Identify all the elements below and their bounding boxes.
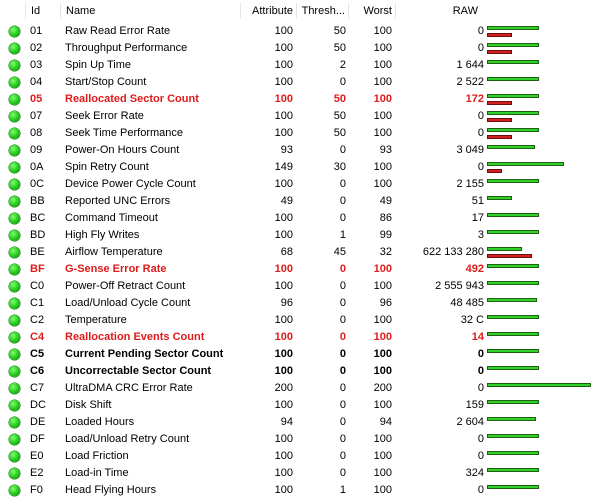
attribute-id: 02: [30, 42, 43, 54]
threshold-value: 50: [333, 42, 346, 54]
attribute-value: 49: [280, 195, 293, 207]
attribute-id: BD: [30, 229, 46, 241]
green-status-dot-icon: [9, 451, 20, 462]
attribute-id: BE: [30, 246, 45, 258]
column-header-attribute[interactable]: Attribute: [252, 5, 293, 17]
threshold-value: 0: [339, 195, 346, 207]
attribute-id: F0: [30, 484, 43, 496]
green-status-dot-icon: [9, 94, 20, 105]
health-bar: [487, 315, 539, 319]
table-row[interactable]: [0, 210, 600, 227]
table-row[interactable]: [0, 159, 600, 176]
attribute-id: E2: [30, 467, 44, 479]
column-header-id[interactable]: Id: [31, 5, 41, 17]
green-status-dot-icon: [9, 366, 20, 377]
raw-value: 2 555 943: [435, 280, 484, 292]
worst-value: 200: [373, 382, 392, 394]
health-bar: [487, 26, 539, 30]
attribute-id: E0: [30, 450, 44, 462]
threshold-value: 0: [339, 314, 346, 326]
threshold-value: 0: [339, 416, 346, 428]
attribute-value: 100: [274, 484, 293, 496]
raw-value: 0: [477, 42, 484, 54]
raw-value: 3: [477, 229, 484, 241]
worst-value: 100: [373, 365, 392, 377]
attribute-id: DF: [30, 433, 45, 445]
health-bar: [487, 213, 539, 217]
health-bar: [487, 281, 539, 285]
table-row[interactable]: [0, 278, 600, 295]
health-bar: [487, 247, 522, 251]
green-status-dot-icon: [9, 383, 20, 394]
health-bar: [487, 128, 539, 132]
health-bar: [487, 400, 539, 404]
column-divider[interactable]: [60, 3, 61, 19]
threshold-value: 0: [339, 399, 346, 411]
worst-value: 100: [373, 127, 392, 139]
table-row[interactable]: [0, 74, 600, 91]
attribute-value: 100: [274, 314, 293, 326]
health-bar: [487, 298, 537, 302]
worst-value: 100: [373, 348, 392, 360]
column-divider[interactable]: [296, 3, 297, 19]
green-status-dot-icon: [9, 128, 20, 139]
attribute-value: 94: [280, 416, 293, 428]
green-status-dot-icon: [9, 315, 20, 326]
worst-value: 100: [373, 433, 392, 445]
threshold-value: 50: [333, 25, 346, 37]
table-row[interactable]: [0, 176, 600, 193]
attribute-name: G-Sense Error Rate: [65, 263, 167, 275]
raw-value: 2 522: [456, 76, 484, 88]
attribute-value: 96: [280, 297, 293, 309]
attribute-name: Throughput Performance: [65, 42, 188, 54]
green-status-dot-icon: [9, 485, 20, 496]
attribute-name: High Fly Writes: [65, 229, 140, 241]
raw-value: 48 485: [450, 297, 484, 309]
attribute-name: Command Timeout: [65, 212, 158, 224]
raw-value: 2 155: [456, 178, 484, 190]
worst-value: 99: [379, 229, 392, 241]
raw-error-bar: [487, 118, 512, 122]
attribute-id: C2: [30, 314, 45, 326]
attribute-value: 100: [274, 467, 293, 479]
attribute-name: Loaded Hours: [65, 416, 135, 428]
table-row[interactable]: [0, 244, 600, 261]
attribute-name: Temperature: [65, 314, 127, 326]
health-bar: [487, 77, 539, 81]
threshold-value: 0: [339, 433, 346, 445]
attribute-value: 100: [274, 212, 293, 224]
worst-value: 100: [373, 280, 392, 292]
worst-value: 100: [373, 25, 392, 37]
threshold-value: 0: [339, 467, 346, 479]
table-row[interactable]: [0, 23, 600, 40]
attribute-name: Seek Error Rate: [65, 110, 144, 122]
health-bar: [487, 451, 539, 455]
worst-value: 100: [373, 263, 392, 275]
green-status-dot-icon: [9, 417, 20, 428]
column-divider[interactable]: [25, 3, 26, 19]
attribute-id: C0: [30, 280, 45, 292]
attribute-value: 100: [274, 229, 293, 241]
attribute-name: Load Friction: [65, 450, 129, 462]
attribute-value: 100: [274, 127, 293, 139]
attribute-id: BC: [30, 212, 46, 224]
raw-value: 14: [471, 331, 484, 343]
attribute-name: Reallocation Events Count: [65, 331, 205, 343]
raw-value: 0: [477, 348, 484, 360]
worst-value: 100: [373, 467, 392, 479]
threshold-value: 45: [333, 246, 346, 258]
attribute-value: 100: [274, 399, 293, 411]
attribute-id: C6: [30, 365, 45, 377]
worst-value: 94: [379, 416, 392, 428]
worst-value: 100: [373, 110, 392, 122]
attribute-id: C5: [30, 348, 45, 360]
threshold-value: 1: [339, 484, 346, 496]
raw-error-bar: [487, 254, 532, 258]
attribute-id: 04: [30, 76, 43, 88]
health-bar: [487, 434, 539, 438]
threshold-value: 0: [339, 297, 346, 309]
attribute-id: C7: [30, 382, 45, 394]
attribute-value: 68: [280, 246, 293, 258]
attribute-value: 100: [274, 433, 293, 445]
table-row[interactable]: [0, 193, 600, 210]
green-status-dot-icon: [9, 60, 20, 71]
threshold-value: 0: [339, 178, 346, 190]
table-row[interactable]: [0, 91, 600, 108]
attribute-id: 01: [30, 25, 43, 37]
attribute-name: Spin Retry Count: [65, 161, 149, 173]
attribute-value: 149: [274, 161, 293, 173]
threshold-value: 0: [339, 382, 346, 394]
health-bar: [487, 111, 539, 115]
green-status-dot-icon: [9, 162, 20, 173]
attribute-value: 100: [274, 110, 293, 122]
raw-value: 0: [477, 127, 484, 139]
attribute-value: 200: [274, 382, 293, 394]
raw-value: 622 133 280: [422, 246, 484, 258]
green-status-dot-icon: [9, 26, 20, 37]
attribute-name: Load/Unload Retry Count: [65, 433, 190, 445]
table-row[interactable]: [0, 431, 600, 448]
table-row[interactable]: [0, 312, 600, 329]
raw-value: 3 049: [456, 144, 484, 156]
worst-value: 49: [379, 195, 392, 207]
attribute-id: BB: [30, 195, 45, 207]
threshold-value: 50: [333, 110, 346, 122]
attribute-value: 100: [274, 365, 293, 377]
column-header-threshold[interactable]: Thresh...: [301, 5, 345, 17]
raw-value: 0: [477, 365, 484, 377]
attribute-name: Seek Time Performance: [65, 127, 183, 139]
raw-value: 172: [465, 93, 484, 105]
threshold-value: 2: [339, 59, 346, 71]
threshold-value: 0: [339, 144, 346, 156]
worst-value: 93: [379, 144, 392, 156]
threshold-value: 30: [333, 161, 346, 173]
table-row[interactable]: [0, 363, 600, 380]
worst-value: 100: [373, 399, 392, 411]
attribute-id: DC: [30, 399, 46, 411]
column-divider[interactable]: [395, 3, 396, 19]
raw-value: 159: [465, 399, 484, 411]
threshold-value: 0: [339, 76, 346, 88]
green-status-dot-icon: [9, 400, 20, 411]
attribute-value: 100: [274, 42, 293, 54]
worst-value: 86: [379, 212, 392, 224]
health-bar: [487, 383, 591, 387]
worst-value: 100: [373, 484, 392, 496]
raw-value: 324: [465, 467, 484, 479]
worst-value: 100: [373, 314, 392, 326]
raw-value: 51: [471, 195, 484, 207]
raw-value: 1 644: [456, 59, 484, 71]
raw-value: 0: [477, 450, 484, 462]
green-status-dot-icon: [9, 196, 20, 207]
green-status-dot-icon: [9, 434, 20, 445]
health-bar: [487, 145, 535, 149]
attribute-id: 0A: [30, 161, 44, 173]
worst-value: 96: [379, 297, 392, 309]
attribute-id: C1: [30, 297, 45, 309]
attribute-value: 100: [274, 178, 293, 190]
worst-value: 32: [379, 246, 392, 258]
health-bar: [487, 264, 539, 268]
table-header: [0, 0, 600, 22]
table-row[interactable]: [0, 380, 600, 397]
threshold-value: 0: [339, 263, 346, 275]
table-row[interactable]: [0, 346, 600, 363]
health-bar: [487, 196, 512, 200]
table-row[interactable]: [0, 329, 600, 346]
column-header-raw[interactable]: RAW: [452, 5, 478, 17]
raw-value: 0: [477, 433, 484, 445]
attribute-value: 100: [274, 93, 293, 105]
table-row[interactable]: [0, 142, 600, 159]
attribute-name: Reported UNC Errors: [65, 195, 171, 207]
attribute-name: Airflow Temperature: [65, 246, 163, 258]
threshold-value: 0: [339, 280, 346, 292]
health-bar: [487, 162, 564, 166]
attribute-name: Reallocated Sector Count: [65, 93, 199, 105]
green-status-dot-icon: [9, 264, 20, 275]
worst-value: 100: [373, 161, 392, 173]
health-bar: [487, 94, 539, 98]
raw-value: 0: [477, 484, 484, 496]
worst-value: 100: [373, 59, 392, 71]
attribute-name: Raw Read Error Rate: [65, 25, 171, 37]
column-divider[interactable]: [348, 3, 349, 19]
threshold-value: 0: [339, 212, 346, 224]
green-status-dot-icon: [9, 298, 20, 309]
green-status-dot-icon: [9, 179, 20, 190]
table-row[interactable]: [0, 40, 600, 57]
worst-value: 100: [373, 42, 392, 54]
worst-value: 100: [373, 93, 392, 105]
column-header-worst[interactable]: Worst: [363, 5, 392, 17]
threshold-value: 0: [339, 450, 346, 462]
table-row[interactable]: [0, 414, 600, 431]
attribute-name: Spin Up Time: [65, 59, 132, 71]
attribute-id: 09: [30, 144, 43, 156]
attribute-value: 93: [280, 144, 293, 156]
column-divider[interactable]: [240, 3, 241, 19]
raw-value: 0: [477, 25, 484, 37]
raw-value: 0: [477, 161, 484, 173]
attribute-id: 0C: [30, 178, 45, 190]
green-status-dot-icon: [9, 145, 20, 156]
attribute-name: Load-in Time: [65, 467, 129, 479]
health-bar: [487, 417, 536, 421]
health-bar: [487, 468, 539, 472]
attribute-name: Head Flying Hours: [65, 484, 157, 496]
attribute-value: 100: [274, 76, 293, 88]
column-header-status[interactable]: [8, 4, 24, 18]
threshold-value: 0: [339, 348, 346, 360]
health-bar: [487, 230, 539, 234]
worst-value: 100: [373, 76, 392, 88]
table-row[interactable]: [0, 465, 600, 482]
threshold-value: 1: [339, 229, 346, 241]
green-status-dot-icon: [9, 332, 20, 343]
table-row[interactable]: [0, 227, 600, 244]
health-bar: [487, 366, 539, 370]
attribute-id: 05: [30, 93, 43, 105]
attribute-name: Uncorrectable Sector Count: [65, 365, 212, 377]
attribute-value: 100: [274, 59, 293, 71]
attribute-name: Start/Stop Count: [65, 76, 147, 88]
health-bar: [487, 179, 539, 183]
raw-value: 492: [465, 263, 484, 275]
raw-error-bar: [487, 50, 512, 54]
health-bar: [487, 332, 539, 336]
table-row[interactable]: [0, 397, 600, 414]
raw-value: 17: [471, 212, 484, 224]
attribute-id: 08: [30, 127, 43, 139]
health-bar: [487, 485, 539, 489]
attribute-name: Device Power Cycle Count: [65, 178, 196, 190]
raw-error-bar: [487, 169, 502, 173]
green-status-dot-icon: [9, 468, 20, 479]
worst-value: 100: [373, 450, 392, 462]
attribute-value: 100: [274, 263, 293, 275]
green-status-dot-icon: [9, 230, 20, 241]
attribute-name: Current Pending Sector Count: [65, 348, 224, 360]
health-bar: [487, 60, 539, 64]
raw-error-bar: [487, 135, 512, 139]
attribute-name: Load/Unload Cycle Count: [65, 297, 191, 309]
threshold-value: 50: [333, 93, 346, 105]
raw-value: 0: [477, 110, 484, 122]
threshold-value: 0: [339, 331, 346, 343]
raw-value: 0: [477, 382, 484, 394]
attribute-id: BF: [30, 263, 45, 275]
attribute-id: 03: [30, 59, 43, 71]
raw-value: 2 604: [456, 416, 484, 428]
raw-error-bar: [487, 33, 512, 37]
raw-value: 32 C: [460, 314, 484, 326]
table-row[interactable]: [0, 448, 600, 465]
health-bar: [487, 43, 539, 47]
attribute-value: 100: [274, 348, 293, 360]
attribute-name: Power-Off Retract Count: [65, 280, 186, 292]
attribute-name: Disk Shift: [65, 399, 112, 411]
table-row[interactable]: [0, 482, 600, 499]
attribute-value: 100: [274, 450, 293, 462]
threshold-value: 50: [333, 127, 346, 139]
worst-value: 100: [373, 331, 392, 343]
attribute-id: 07: [30, 110, 43, 122]
attribute-value: 100: [274, 280, 293, 292]
health-bar: [487, 349, 539, 353]
table-row[interactable]: [0, 261, 600, 278]
green-status-dot-icon: [9, 111, 20, 122]
green-status-dot-icon: [9, 213, 20, 224]
attribute-id: DE: [30, 416, 46, 428]
table-row[interactable]: [0, 57, 600, 74]
attribute-id: C4: [30, 331, 45, 343]
attribute-name: UltraDMA CRC Error Rate: [65, 382, 193, 394]
green-status-dot-icon: [9, 247, 20, 258]
green-status-dot-icon: [9, 281, 20, 292]
attribute-name: Power-On Hours Count: [65, 144, 180, 156]
table-row[interactable]: [0, 108, 600, 125]
green-status-dot-icon: [9, 43, 20, 54]
green-status-dot-icon: [9, 77, 20, 88]
table-row[interactable]: [0, 295, 600, 312]
worst-value: 100: [373, 178, 392, 190]
threshold-value: 0: [339, 365, 346, 377]
column-header-name[interactable]: Name: [66, 5, 96, 17]
raw-error-bar: [487, 101, 512, 105]
table-row[interactable]: [0, 125, 600, 142]
attribute-value: 100: [274, 331, 293, 343]
green-status-dot-icon: [9, 349, 20, 360]
attribute-value: 100: [274, 25, 293, 37]
